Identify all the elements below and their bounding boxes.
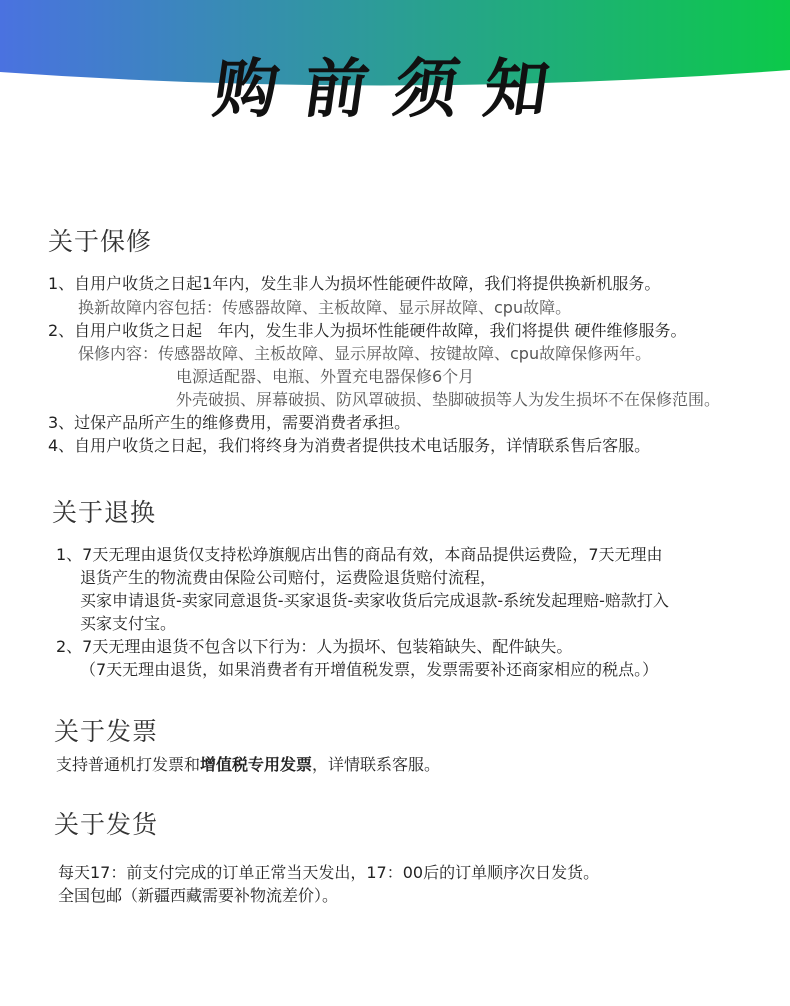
warranty-line-7: 3、过保产品所产生的维修费用，需要消费者承担。 bbox=[48, 413, 411, 432]
warranty-heading: 关于保修 bbox=[48, 227, 153, 256]
returns-line-3: 买家申请退货-卖家同意退货-买家退货-卖家收货后完成退款-系统发起理赔-赔款打入 bbox=[80, 591, 669, 610]
returns-line-1: 1、7天无理由退货仅支持松竫旗舰店出售的商品有效，本商品提供运费险，7天无理由 bbox=[56, 545, 663, 564]
invoice-text-after: ，详情联系客服。 bbox=[312, 755, 441, 774]
warranty-line-8: 4、自用户收货之日起，我们将终身为消费者提供技术电话服务，详情联系售后客服。 bbox=[48, 436, 651, 455]
invoice-text-before: 支持普通机打发票和 bbox=[56, 755, 201, 774]
invoice-text bbox=[56, 754, 440, 776]
header-banner bbox=[0, 0, 790, 130]
returns-line-5: 2、7天无理由退货不包含以下行为：人为损坏、包装箱缺失、配件缺失。 bbox=[56, 637, 573, 656]
invoice-heading: 关于发票 bbox=[54, 717, 159, 746]
shipping-heading: 关于发货 bbox=[54, 810, 159, 839]
page-title: 购前须知 bbox=[208, 52, 580, 127]
returns-line-2: 退货产生的物流费由保险公司赔付，运费险退货赔付流程， bbox=[80, 568, 497, 587]
returns-heading: 关于退换 bbox=[52, 498, 157, 527]
warranty-line-4: 保修内容：传感器故障、主板故障、显示屏故障、按键故障、cpu故障保修两年。 bbox=[78, 344, 652, 363]
warranty-line-5: 电源适配器、电瓶、外置充电器保修6个月 bbox=[176, 367, 475, 386]
shipping-line-1: 每天17：前支付完成的订单正常当天发出，17：00后的订单顺序次日发货。 bbox=[58, 863, 600, 882]
returns-line-4: 买家支付宝。 bbox=[80, 614, 177, 633]
invoice-text-bold: 增值税专用发票 bbox=[200, 755, 313, 774]
returns-line-6: （7天无理由退货，如果消费者有开增值税发票，发票需要补还商家相应的税点。） bbox=[80, 660, 659, 679]
warranty-line-6: 外壳破损、屏幕破损、防风罩破损、垫脚破损等人为发生损坏不在保修范围。 bbox=[176, 390, 721, 409]
warranty-line-1: 1、自用户收货之日起1年内，发生非人为损坏性能硬件故障，我们将提供换新机服务。 bbox=[48, 274, 661, 293]
warranty-line-3: 2、自用户收货之日起 年内，发生非人为损坏性能硬件故障，我们将提供 硬件维修服务。 bbox=[48, 321, 687, 340]
shipping-line-2: 全国包邮（新疆西藏需要补物流差价）。 bbox=[58, 886, 339, 905]
warranty-line-2: 换新故障内容包括：传感器故障、主板故障、显示屏故障、cpu故障。 bbox=[78, 298, 572, 317]
